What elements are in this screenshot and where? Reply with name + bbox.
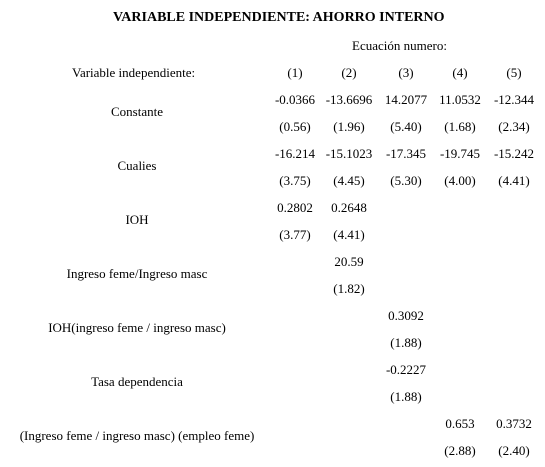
coefficient-cell: 11.0532	[439, 92, 481, 107]
standard-error-cell: (4.41)	[498, 173, 530, 188]
coefficient-cell: 14.2077	[384, 92, 428, 107]
standard-error-cell: (1.96)	[333, 119, 365, 134]
row-label: IOH(ingreso feme / ingreso masc)	[48, 320, 226, 335]
standard-error-cell: (4.45)	[333, 173, 365, 188]
coefficient-cell: 20.59	[334, 254, 364, 269]
standard-error-cell: (4.41)	[333, 227, 365, 242]
row-label: Tasa dependencia	[91, 374, 183, 389]
coefficient-cell: -15.1023	[325, 146, 373, 161]
coefficient-cell: 0.2802	[277, 200, 313, 215]
table-title: VARIABLE INDEPENDIENTE: AHORRO INTERNO	[113, 10, 445, 25]
row-label: Ingreso feme/Ingreso masc	[66, 266, 208, 281]
standard-error-cell: (3.77)	[279, 227, 311, 242]
standard-error-cell: (5.30)	[390, 173, 422, 188]
column-header: (1)	[287, 65, 303, 80]
equation-number-header: Ecuación numero:	[352, 38, 447, 53]
standard-error-cell: (3.75)	[279, 173, 311, 188]
standard-error-cell: (2.40)	[498, 443, 530, 458]
column-header: (5)	[506, 65, 522, 80]
standard-error-cell: (5.40)	[390, 119, 422, 134]
column-header: (2)	[341, 65, 357, 80]
coefficient-cell: -0.0366	[274, 92, 316, 107]
row-label: (Ingreso feme / ingreso masc) (empleo feme)	[19, 428, 255, 443]
row-header: Variable independiente:	[72, 65, 196, 80]
coefficient-cell: -17.345	[385, 146, 427, 161]
standard-error-cell: (1.88)	[390, 389, 422, 404]
standard-error-cell: (1.68)	[444, 119, 476, 134]
standard-error-cell: (2.34)	[498, 119, 530, 134]
row-label: Constante	[111, 104, 163, 119]
coefficient-cell: -19.745	[439, 146, 481, 161]
coefficient-cell: -15.242	[493, 146, 535, 161]
coefficient-cell: 0.3092	[388, 308, 424, 323]
standard-error-cell: (2.88)	[444, 443, 476, 458]
row-label: IOH	[125, 212, 149, 227]
standard-error-cell: (1.82)	[333, 281, 365, 296]
coefficient-cell: -12.344	[493, 92, 535, 107]
standard-error-cell: (1.88)	[390, 335, 422, 350]
column-header: (4)	[452, 65, 468, 80]
coefficient-cell: -0.2227	[385, 362, 427, 377]
coefficient-cell: 0.2648	[331, 200, 367, 215]
coefficient-cell: -16.214	[274, 146, 316, 161]
standard-error-cell: (0.56)	[279, 119, 311, 134]
column-header: (3)	[398, 65, 414, 80]
row-label: Cualies	[117, 158, 157, 173]
coefficient-cell: 0.653	[445, 416, 475, 431]
coefficient-cell: -13.6696	[325, 92, 373, 107]
standard-error-cell: (4.00)	[444, 173, 476, 188]
coefficient-cell: 0.3732	[496, 416, 532, 431]
